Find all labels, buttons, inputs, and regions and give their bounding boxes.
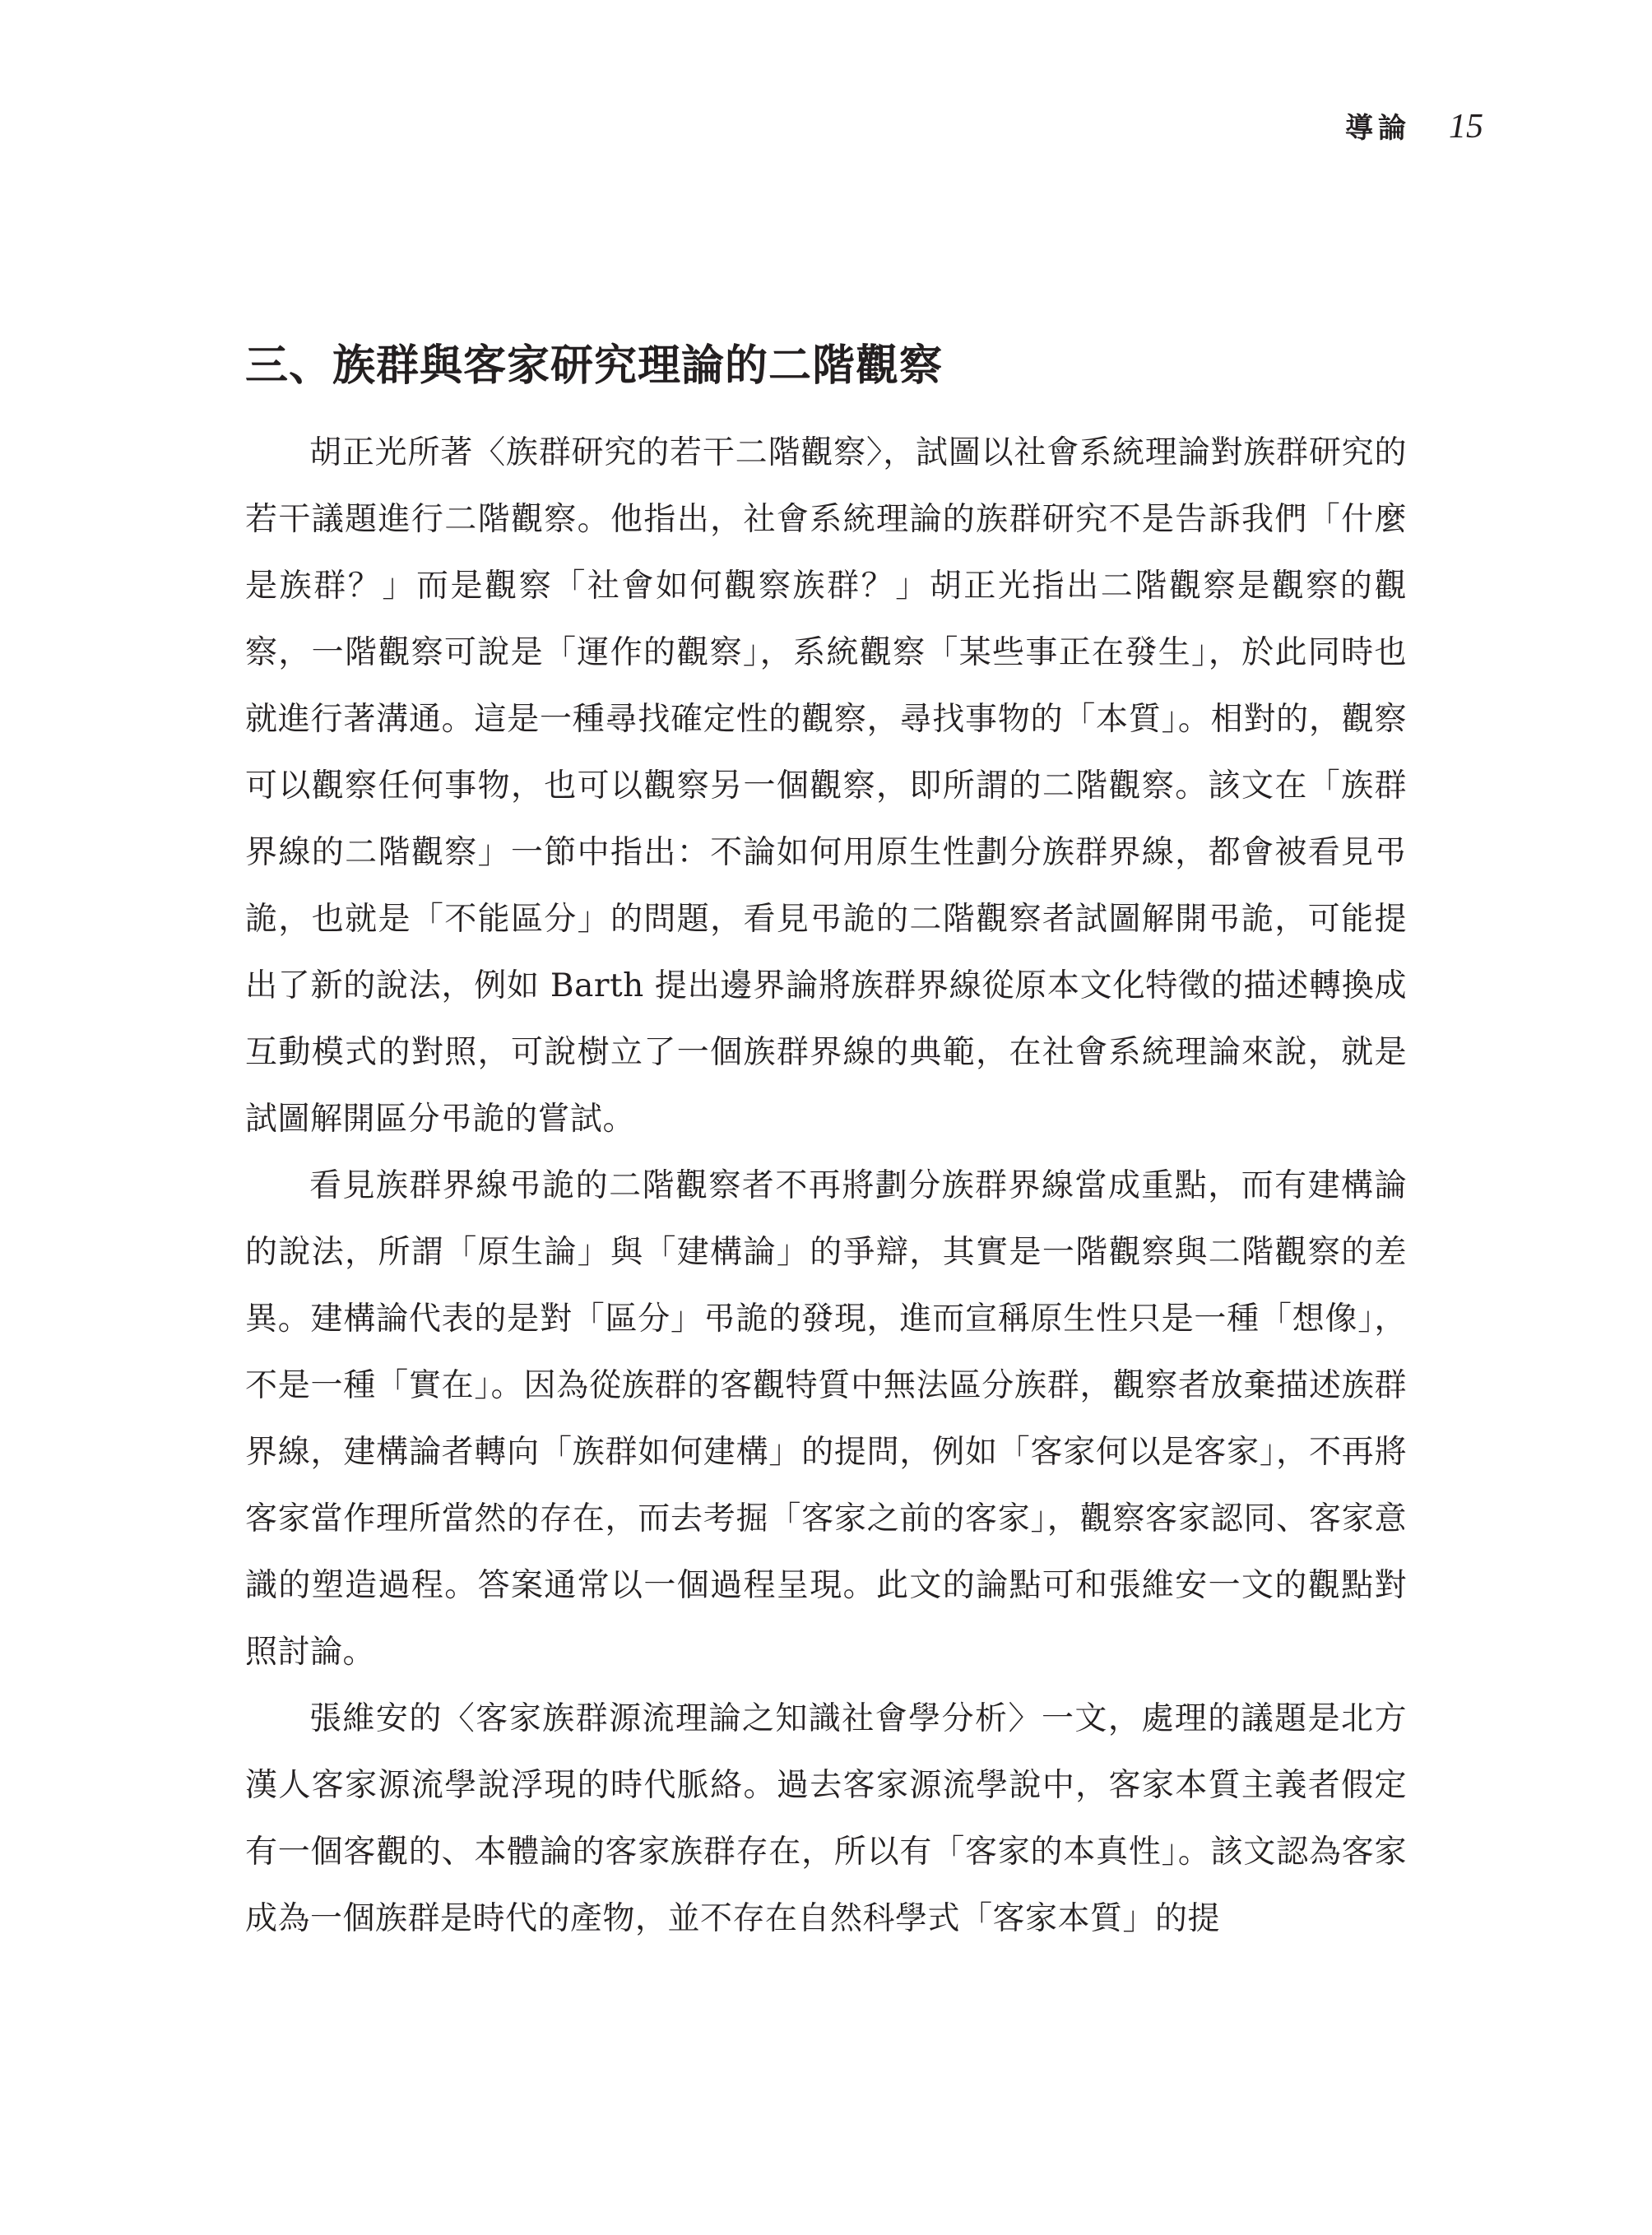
paragraph: 張維安的〈客家族群源流理論之知識社會學分析〉一文，處理的議題是北方漢人客家源流學說浮現的時代脈絡。過去客家源流學說中，客家本質主義者假定有一個客觀的、本體論的客家族群存在，所以有「客家的本真性」。該文認為客家成為一個族群是時代的產物，並不存在自然科學式「客家本質」的提 xyxy=(245,1700,1407,1937)
running-header xyxy=(1345,105,1483,146)
running-title: 導論 xyxy=(1345,112,1411,145)
section-heading: 三、族群與客家研究理論的二階觀察 xyxy=(245,341,944,391)
body-text xyxy=(245,420,1407,1952)
page-number: 15 xyxy=(1449,108,1483,146)
paragraph: 看見族群界線弔詭的二階觀察者不再將劃分族群界線當成重點，而有建構論的說法，所謂「原生論」與「建構論」的爭辯，其實是一階觀察與二階觀察的差異。建構論代表的是對「區分」弔詭的發現，進而宣稱原生性只是一種「想像」，不是一種「實在」。因為從族群的客觀特質中無法區分族群，觀察者放棄描述族群界線，建構論者轉向「族群如何建構」的提問，例如「客家何以是客家」，不再將客家當作理所當然的存在，而去考掘「客家之前的客家」，觀察客家認同、客家意識的塑造過程。答案通常以一個過程呈現。此文的論點可和張維安一文的觀點對照討論。 xyxy=(245,1167,1407,1671)
paragraph: 胡正光所著〈族群研究的若干二階觀察〉，試圖以社會系統理論對族群研究的若干議題進行二階觀察。他指出，社會系統理論的族群研究不是告訴我們「什麼是族群？」而是觀察「社會如何觀察族群？」胡正光指出二階觀察是觀察的觀察，一階觀察可說是「運作的觀察」，系統觀察「某些事正在發生」，於此同時也就進行著溝通。這是一種尋找確定性的觀察，尋找事物的「本質」。相對的，觀察可以觀察任何事物，也可以觀察另一個觀察，即所謂的二階觀察。該文在「族群界線的二階觀察」一節中指出：不論如何用原生性劃分族群界線，都會被看見弔詭，也就是「不能區分」的問題，看見弔詭的二階觀察者試圖解開弔詭，可能提出了新的說法，例如 Barth 提出邊界論將族群界線從原本文化特徵的描述轉換成互動模式的對照，可說樹立了一個族群界線的典範，在社會系統理論來說，就是試圖解開區分弔詭的嘗試。 xyxy=(245,434,1407,1138)
